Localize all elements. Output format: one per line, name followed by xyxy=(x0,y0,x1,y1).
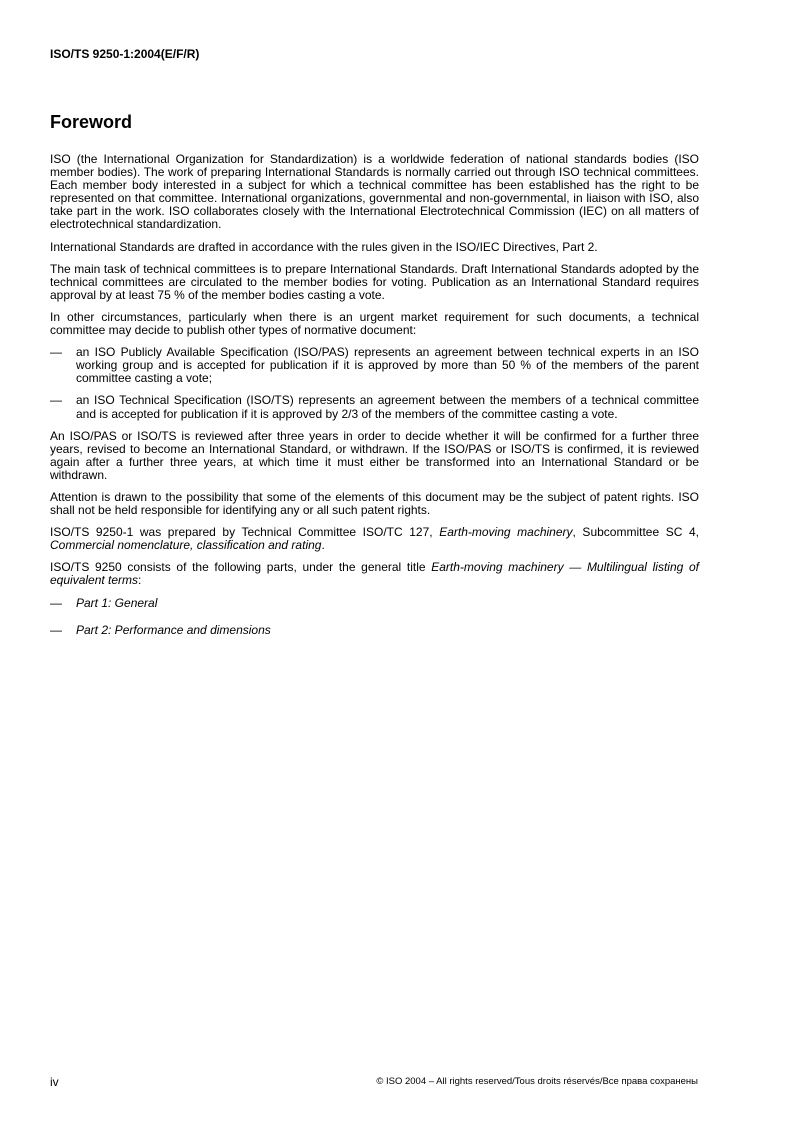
page-number: iv xyxy=(50,1075,59,1089)
parts-list xyxy=(50,597,699,637)
paragraph-patent: Attention is drawn to the possibility that some of the elements of this document may be the subject of patent rights. ISO shall not be held responsible for identifying any or all such patent rights. xyxy=(50,489,699,518)
paragraph-directives: International Standards are drafted in accordance with the rules given in the ISO/IEC Directives, Part 2. xyxy=(50,239,598,254)
paragraph-prepared-by xyxy=(50,526,699,552)
paragraph-main-task: The main task of technical committees is to prepare International Standards. Draft International Standards adopted by the technical committees are circulated to the member bodies for voting. Publication as an International Standard requires approval by at least 75 % of the member bodies casting a vote. xyxy=(50,261,699,302)
document-id-header: ISO/TS 9250-1:2004(E/F/R) xyxy=(50,47,200,61)
dash-bullet: — xyxy=(50,622,62,637)
dash-bullet: — xyxy=(50,595,62,610)
paragraph-iso-intro: ISO (the International Organization for Standardization) is a worldwide federation of national standards bodies (ISO member bodies). The work of preparing International Standards is normally carried out through ISO technical committees. Each member body interested in a subject for which a technical committee has been established has the right to be represented on that committee. International organizations, governmental and non-governmental, in liaison with ISO, also take part in the work. ISO collaborates closely with the International Electrotechnical Commission (IEC) on all matters of electrotechnical standardization. xyxy=(50,152,699,232)
page-title: Foreword xyxy=(50,112,133,132)
dash-bullet: — xyxy=(50,393,62,408)
list-item-part-2 xyxy=(50,624,699,637)
part-title: Part 2: Performance and dimensions xyxy=(76,622,271,637)
text-segment: . xyxy=(321,538,325,553)
paragraph-review: An ISO/PAS or ISO/TS is reviewed after three years in order to decide whether it will be confirmed for a further three years, revised to become an International Standard, or withdrawn. If the ISO/PAS or ISO/TS is confirmed, it is reviewed again after a further three years, at which time it must either be transformed into an International Standard or be withdrawn. xyxy=(50,428,699,482)
paragraph-parts-intro xyxy=(50,561,699,587)
list-item-pas xyxy=(50,346,699,385)
text-segment: ISO/TS 9250-1 was prepared by Technical Committee ISO/TC 127, xyxy=(50,525,440,540)
foreword-body xyxy=(50,153,699,651)
part-title: Part 1: General xyxy=(76,595,158,610)
copyright-notice: © ISO 2004 – All rights reserved/Tous droits réservés/Все права сохранены xyxy=(376,1076,698,1087)
list-item-text: an ISO Technical Specification (ISO/TS) represents an agreement between the members of a technical committee and is accepted for publication if it is approved by 2/3 of the members of the committee casting a vote. xyxy=(76,393,699,421)
dash-bullet: — xyxy=(50,345,62,360)
list-item-text: an ISO Publicly Available Specification (ISO/PAS) represents an agreement between technical experts in an ISO working group and is accepted for publication if it is approved by more than 50 % of the members of the parent committee casting a vote; xyxy=(76,345,699,386)
general-title: Earth-moving machinery — Multilingual listing of equivalent terms xyxy=(50,560,699,588)
paragraph-other-circumstances: In other circumstances, particularly when there is an urgent market requirement for such documents, a technical committee may decide to publish other types of normative document: xyxy=(50,309,699,338)
text-segment: : xyxy=(138,573,142,588)
list-item-part-1 xyxy=(50,597,699,610)
committee-title: Earth-moving machinery xyxy=(439,525,573,540)
list-item-ts xyxy=(50,394,699,420)
text-segment: , Subcommittee SC 4, xyxy=(572,525,699,540)
text-segment: ISO/TS 9250 consists of the following parts, under the general title xyxy=(50,560,432,575)
subcommittee-title: Commercial nomenclature, classification and rating xyxy=(50,538,322,553)
